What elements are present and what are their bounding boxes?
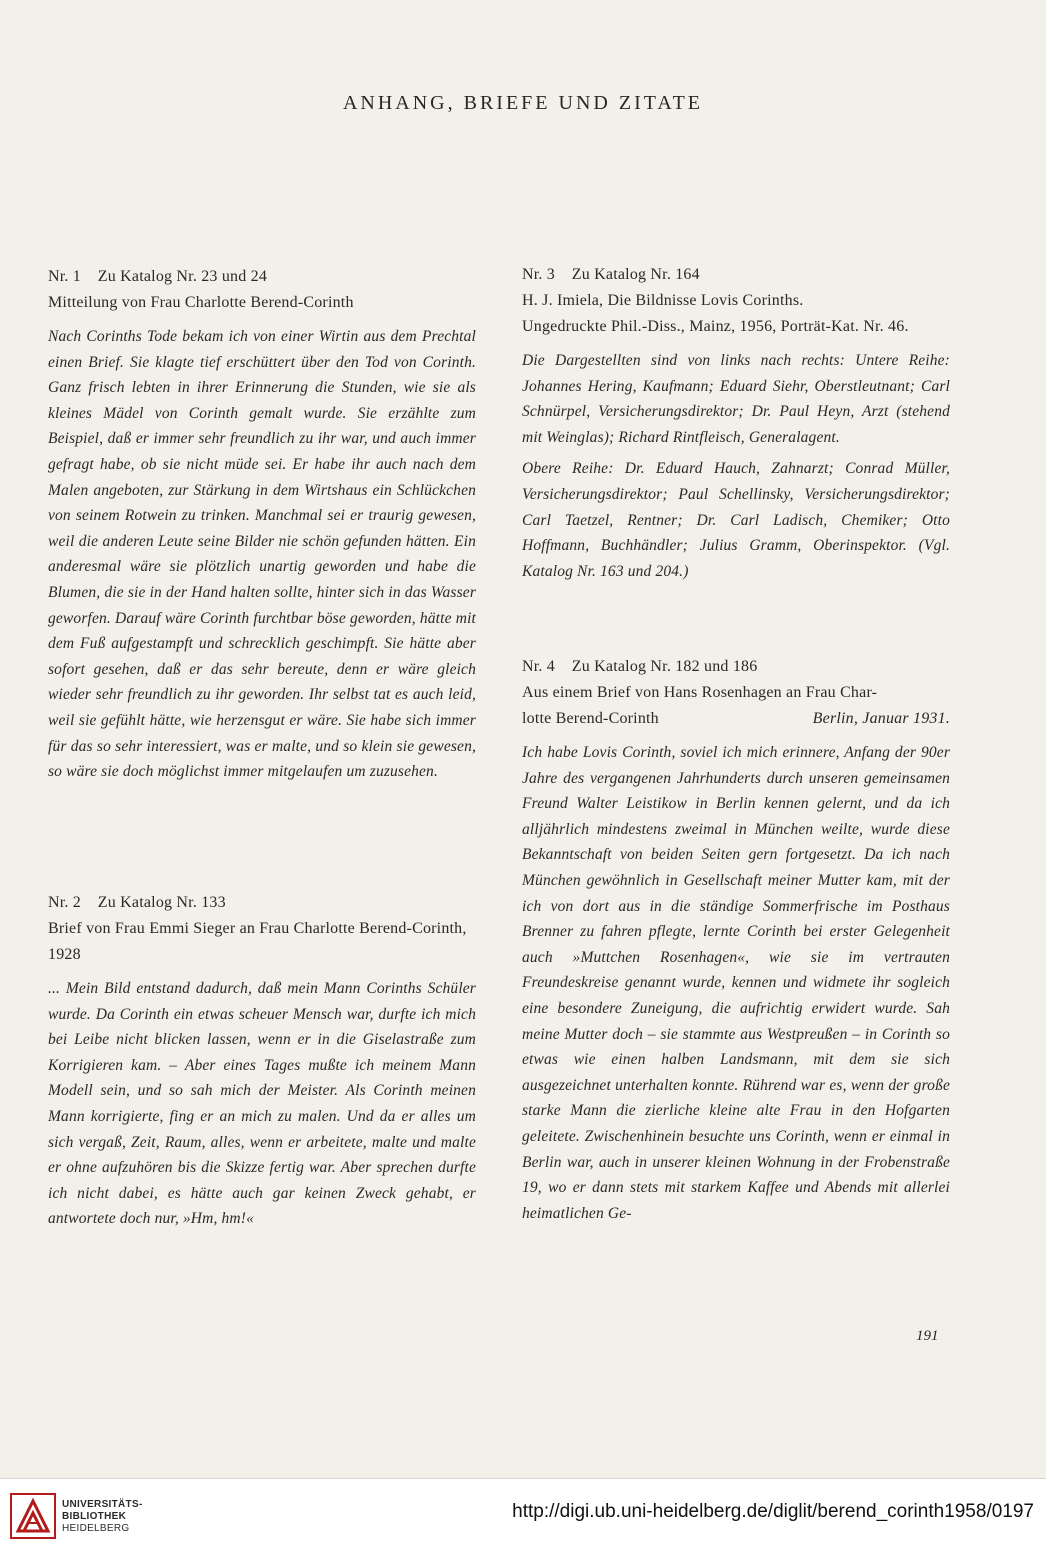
left-column — [48, 264, 476, 785]
entry-4-text: Ich habe Lovis Corinth, soviel ich mich erinnere, Anfang der 90er Jahre des vergangenen Jahrhunderts durch unseren gemeinsamen Freund Walter Leistikow in Berlin kennen gelernt, und da ich alljährlich mindestens zweimal in München weilte, wurde diese Bekanntschaft von beiden Seiten gern fortgesetzt. Da ich nach München gewöhnlich in Gesellschaft meiner Mutter kam, mit der ich von dort aus in die ständige Sommerfrische im Posthaus Brenner zu fahren pflegte, lernte Corinth bei erster Gelegenheit auch »Muttchen Rosenhagen«, wie sie im vertrauten Freundeskreise genannt wurde, kennen und widmete ihr sogleich eine besondere Zuneigung, die aufrichtig erwidert wurde. Sah meine Mutter doch – sie stammte aus Westpreußen – in Corinth so etwas wie einen halben Landsmann, mit dem sie sich ausgezeichnet unterhalten konnte. Rührend war es, wenn der große starke Mann die zierliche kleine alte Frau in den Hofgarten geleitete. Zwischenhinein besuchte uns Corinth, wenn er einmal in Berlin war, auch in unserer kleinen Wohnung in der Frobenstraße 19, wo er dann stets mit starkem Kaffee und Abends mit allerlei heimatlichen Ge- — [522, 744, 950, 1222]
library-line-3: HEIDELBERG — [62, 1523, 130, 1534]
entry-4-source-1: Aus einem Brief von Hans Rosenhagen an Frau Char- — [522, 684, 878, 701]
right-column — [522, 262, 950, 584]
entry-3-header: Nr. 3 Zu Katalog Nr. 164 — [522, 266, 700, 283]
entry-4-source-2 — [522, 706, 950, 732]
entry-2-header: Nr. 2 Zu Katalog Nr. 133 — [48, 894, 226, 911]
entry-4-recipient: lotte Berend-Corinth — [522, 710, 659, 727]
entry-1-text: Nach Corinths Tode bekam ich von einer Wirtin aus dem Prechtal einen Brief. Sie klagte tief erschüttert über den Tod von Corinth. Ganz frisch lebten in ihrer Erinnerung die Stunden, wie sie als kleines Mädel von Corinth gemalt wurde. Sie erzählte zum Beispiel, daß er immer sehr freundlich zu ihr war, und auch immer gefragt habe, ob sie nicht müde sei. Er habe ihr auch nach dem Malen angeboten, zur Stärkung in dem Wirtshaus ein Schlückchen von seinem Rotwein zu trinken. Manchmal sei er traurig gewesen, weil die anderen Leute seine Bilder nie schön gefunden hätten. Ein anderesmal wäre sie plötzlich unartig geworden und habe die Blumen, die sie in der Hand halten sollte, hinter sich in das Wasser geworfen. Darauf wäre Corinth furchtbar böse geworden, hätte mit dem Fuß aufgestampft und schrecklich geschimpft. Sie hätte aber sofort gesehen, daß er das sehr bereute, denn er wäre gleich wieder sehr freundlich zu ihr geworden. Ihr selbst tat es auch leid, weil sie gefühlt hätte, wie herzensgut er wäre. Sie habe sich immer für das so sehr interessiert, was er malte, und so klein sie gewesen, so wäre sie doch möglichst immer mitgelaufen um zuzusehen. — [48, 328, 476, 781]
library-line-2: BIBLIOTHEK — [62, 1511, 127, 1522]
entry-3-source-2: Ungedruckte Phil.-Diss., Mainz, 1956, Porträt-Kat. Nr. 46. — [522, 318, 909, 335]
entry-3-text-2: Obere Reihe: Dr. Eduard Hauch, Zahnarzt; Conrad Müller, Versicherungsdirektor; Paul Schellinsky, Versicherungsdirektor; Carl Taetzel, Rentner; Dr. Carl Ladisch, Chemiker; Otto Hoffmann, Buchhändler; Julius Gramm, Oberinspektor. (Vgl. Katalog Nr. 163 und 204.) — [522, 460, 950, 580]
entry-3-text-1: Die Dargestellten sind von links nach rechts: Untere Reihe: Johannes Hering, Kaufmann; Eduard Siehr, Oberstleutnant; Carl Schnürpel, Versicherungsdirektor; Dr. Paul Heyn, Arzt (stehend mit Weinglas); Richard Rintfleisch, Generalagent. — [522, 352, 950, 446]
entry-4-place-date: Berlin, Januar 1931. — [812, 710, 950, 727]
entry-2 — [48, 890, 476, 1232]
library-name — [62, 1499, 143, 1535]
viewer-footer — [0, 1478, 1046, 1555]
page-heading: ANHANG, BRIEFE UND ZITATE — [342, 92, 704, 114]
entry-2-source: Brief von Frau Emmi Sieger an Frau Charlotte Berend-Corinth, 1928 — [48, 920, 467, 963]
entry-2-text: ... Mein Bild entstand dadurch, daß mein Mann Corinths Schüler wurde. Da Corinth ein etwas scheuer Mensch war, durfte ich mich bei Leibe nicht blicken lassen, wenn er in die Giselastraße zum Korrigieren kam. – Aber eines Tages mußte ich meinem Mann Modell sein, und so sah mich der Meister. Als Corinth meinen Mann korrigierte, fing er an mich zu malen. Und da er alles um sich vergaß, Zeit, Raum, alles, wenn er arbeitete, malte und malte er ohne aufzuhören bis die Skizze fertig war. Aber sprechen durfte ich nicht dabei, es hätte auch gar keinen Zweck gehabt, er antwortete doch nur, »Hm, hm!« — [48, 980, 476, 1228]
library-line-1: UNIVERSITÄTS- — [62, 1499, 143, 1510]
heidelberg-university-library-logo-icon — [10, 1493, 56, 1539]
entry-4-header: Nr. 4 Zu Katalog Nr. 182 und 186 — [522, 658, 758, 675]
page-number: 191 — [916, 1328, 939, 1344]
entry-3-source-1: H. J. Imiela, Die Bildnisse Lovis Corinths. — [522, 292, 804, 309]
entry-4 — [522, 654, 950, 1226]
entry-1-header: Nr. 1 Zu Katalog Nr. 23 und 24 — [48, 268, 268, 285]
entry-1-source: Mitteilung von Frau Charlotte Berend-Corinth — [48, 294, 354, 311]
permalink-url[interactable]: http://digi.ub.uni-heidelberg.de/diglit/berend_corinth1958/0197 — [512, 1501, 1034, 1522]
